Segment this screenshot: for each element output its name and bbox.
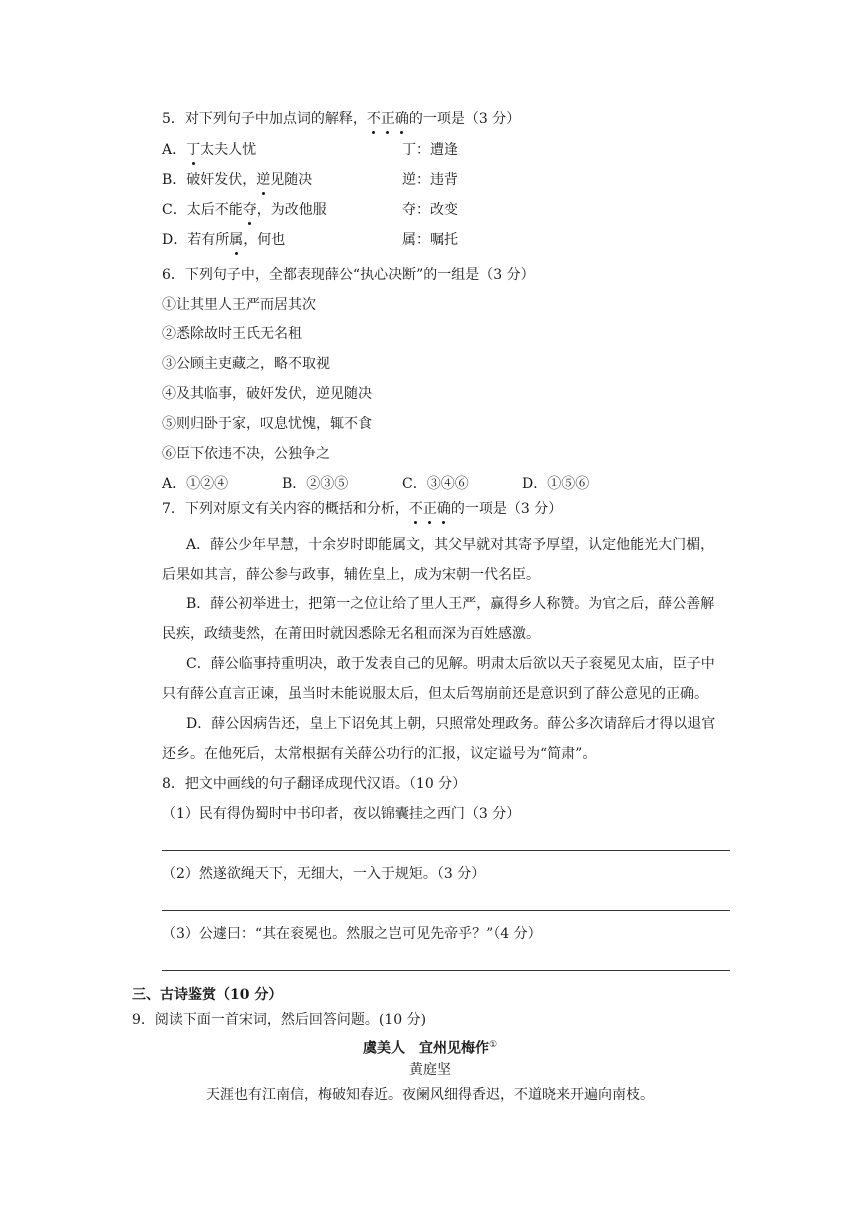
poem-title: 虞美人 宜州见梅作 [362,1040,489,1057]
q5-option-b [162,170,312,190]
poem-author: 黄庭坚 [409,1062,451,1078]
q7-stem-pre: 7．下列对原文有关内容的概括和分析， [162,501,409,517]
q8-sub-2: （2）然遂欲绳天下，无细大，一入于规矩。（3 分） [162,866,486,882]
q7-line: B．薛公初举进士，把第一之位让给了里人王严，赢得乡人称赞。为官之后，薛公善解 [186,596,715,612]
option-text: ，何也 [243,232,286,248]
q6-item: ⑤则归卧于家，叹息忧愧，辄不食 [162,416,372,432]
q7-line: 还乡。在他死后，太常根据有关薛公功行的汇报，议定谥号为“简肃”。 [162,746,597,762]
q7-dotted-char: 正 [422,501,437,517]
q5-dotted-char: 确 [394,111,409,127]
answer-line [162,970,730,971]
q7-line: D．薛公因病告还，皇上下诏免其上朝，只照常处理政务。薛公多次请辞后才得以退官 [186,716,716,732]
q8-sub-1: （1）民有得伪蜀时中书印者，夜以锦囊挂之西门（3 分） [162,806,521,822]
q7-line: 民疾，政绩斐然，在莆田时就因悉除无名租而深为百姓感激。 [162,626,540,642]
q6-item: ①让其里人王严而居其次 [162,297,316,313]
q8-sub-3: （3）公遽曰：“其在衮冕也。然服之岂可见先帝乎？”（4 分） [162,926,542,942]
q5-gloss-d: 属：嘱托 [402,232,458,248]
q7-line: A．薛公少年早慧，十余岁时即能属文，其父早就对其寄予厚望，认定他能光大门楣， [186,537,715,553]
q6-item: ③公顾主吏藏之，略不取视 [162,356,330,372]
q7-stem [162,499,562,519]
q5-gloss-c: 夺：改变 [402,202,458,218]
option-text: 太夫人忧 [200,142,257,158]
option-text: 见随决 [270,172,313,188]
q7-line: 只有薛公直言正谏，虽当时未能说服太后，但太后驾崩前还是意识到了薛公意见的正确。 [162,686,708,702]
q5-option-d [162,230,285,250]
option-prefix: D．若有所 [162,232,230,248]
q6-choice-a: A．①②④ [162,476,229,492]
q7-dotted-char: 确 [436,501,451,517]
q6-item: ⑥臣下依违不决，公独争之 [162,446,330,462]
dotted-word: 属 [229,232,244,248]
q7-line: 后果如其言，薛公参与政事，辅佐皇上，成为宋朝一代名臣。 [162,567,540,583]
option-prefix: C．太后不能 [162,202,243,218]
answer-line [162,850,730,851]
option-text: ，为改他服 [256,202,327,218]
q5-stem [162,109,520,129]
answer-line [162,910,730,911]
q5-stem-pre: 5．对下列句子中加点词的解释， [162,111,367,127]
q9-stem: 9．阅读下面一首宋词，然后回答问题。(10 分) [132,1012,427,1028]
option-prefix: A． [162,142,187,158]
q6-choice-b: B．②③⑤ [282,476,349,492]
q6-stem: 6．下列句子中，全都表现薛公“执心决断”的一组是（3 分） [162,267,535,283]
q5-option-a [162,140,256,160]
q5-gloss-a: 丁：遭逢 [402,142,458,158]
q6-choice-d: D．①⑤⑥ [522,476,590,492]
q6-choice-c: C．③④⑥ [402,476,469,492]
q7-dotted-char: 不 [408,501,423,517]
q6-item: ②悉除故时王氏无名租 [162,326,302,342]
q5-dotted-char: 正 [380,111,395,127]
dotted-word: 丁 [186,142,201,158]
section-heading: 三、古诗鉴赏（10 分） [132,987,283,1003]
q5-stem-post: 的一项是（3 分） [408,111,521,127]
poem-footnote-mark: ① [488,1040,498,1050]
option-prefix: B．破奸发伏， [162,172,257,188]
dotted-word: 逆 [256,172,271,188]
poem-title-wrap [0,1035,860,1059]
dotted-word: 夺 [242,202,257,218]
q5-gloss-b: 逆：违背 [402,172,458,188]
q6-item: ④及其临事，破奸发伏，逆见随决 [162,386,372,402]
q5-dotted-char: 不 [366,111,381,127]
q7-line: C．薛公临事持重明决，敢于发表自己的见解。明肃太后欲以天子衮冕见太庙，臣子中 [186,656,715,672]
q5-option-c [162,200,327,220]
q8-stem: 8．把文中画线的句子翻译成现代汉语。（10 分） [162,776,467,792]
poem-line: 天涯也有江南信，梅破知春近。夜阑风细得香迟，不道晓来开遍向南枝。 [206,1087,654,1103]
q7-stem-post: 的一项是（3 分） [450,501,563,517]
